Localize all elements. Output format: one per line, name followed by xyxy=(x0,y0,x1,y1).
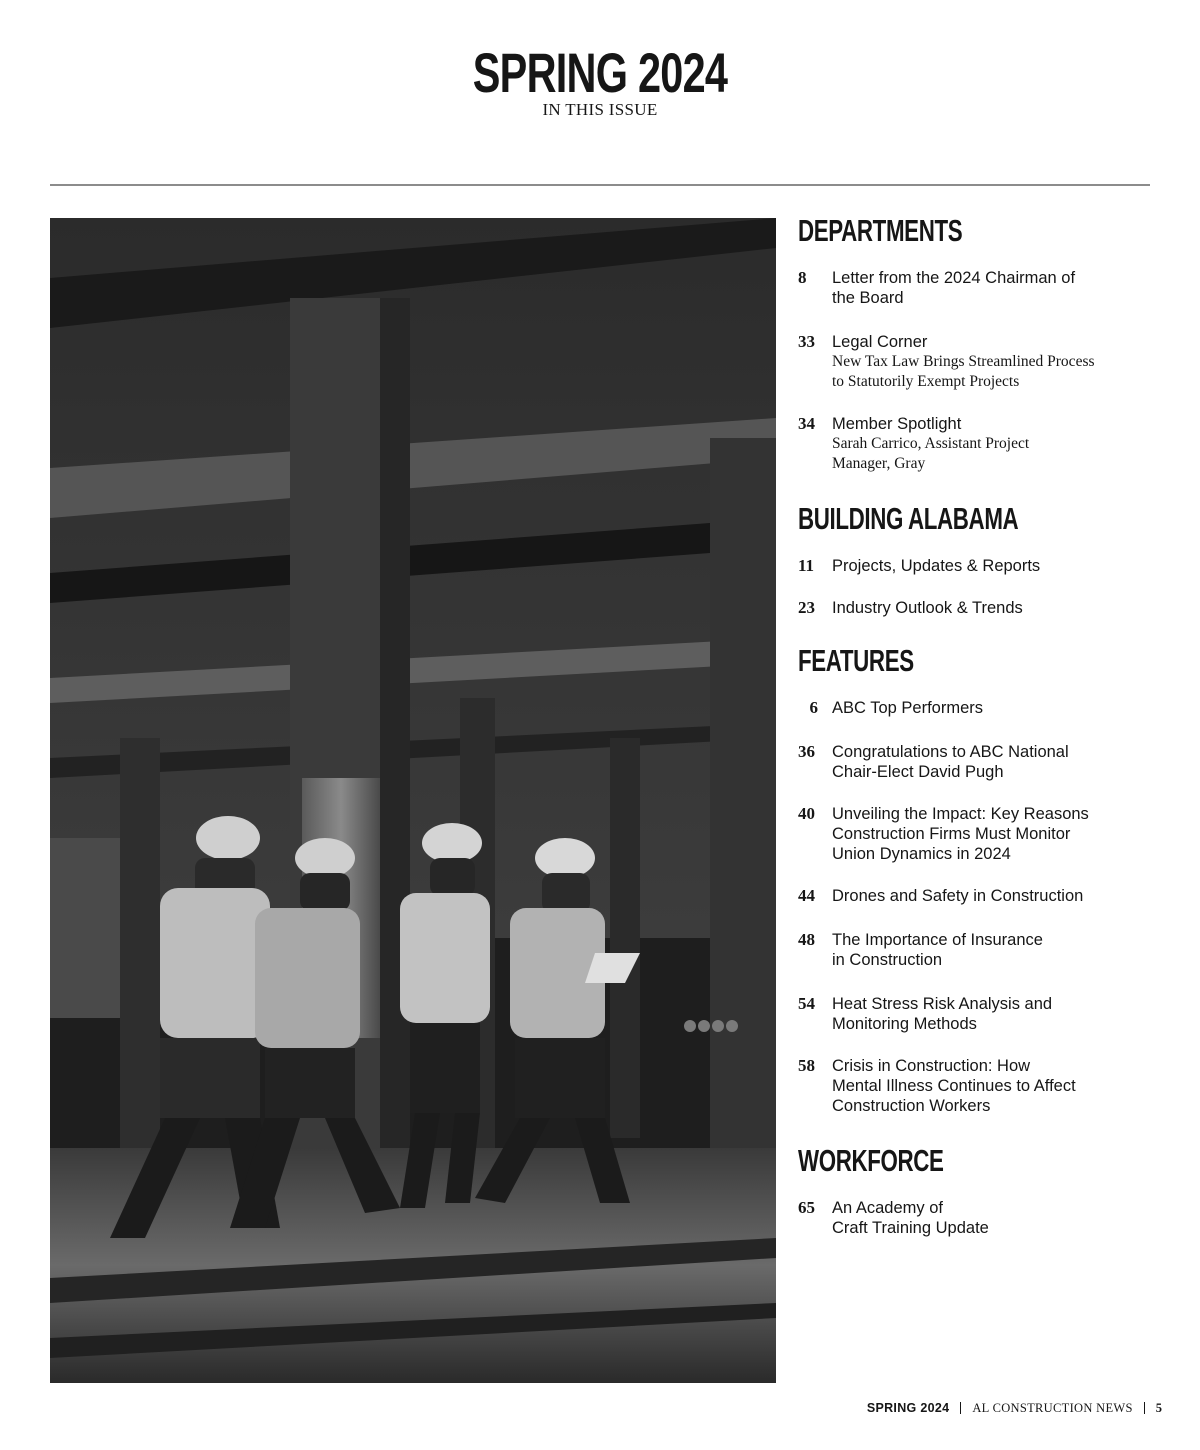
issue-title: SPRING 2024 xyxy=(472,41,728,104)
toc-section-features xyxy=(798,642,1158,1116)
entry-title: Unveiling the Impact: Key Reasons Construction Firms Must Monitor Union Dynamics in 2024 xyxy=(832,805,1089,863)
entry-title: Projects, Updates & Reports xyxy=(832,557,1041,575)
entry-page-number: 8 xyxy=(798,268,807,287)
section-heading: WORKFORCE xyxy=(798,1143,944,1178)
toc-entry[interactable] xyxy=(798,1056,1158,1116)
entry-page-number: 33 xyxy=(798,332,815,351)
section-heading: FEATURES xyxy=(798,643,914,678)
header-divider xyxy=(50,184,1150,186)
entry-page-number: 36 xyxy=(798,742,815,761)
entry-page-number: 6 xyxy=(809,698,818,717)
toc-section-workforce xyxy=(798,1142,1158,1238)
toc-entry[interactable] xyxy=(798,556,1158,576)
entry-page-number: 34 xyxy=(798,414,815,433)
toc-entry[interactable] xyxy=(798,994,1158,1034)
toc-entry[interactable] xyxy=(798,930,1158,970)
footer-season: SPRING 2024 xyxy=(866,1401,950,1415)
entry-title: Letter from the 2024 Chairman of the Board xyxy=(832,269,1076,307)
issue-subtitle: IN THIS ISSUE xyxy=(542,100,658,119)
cover-photo-construction-workers xyxy=(50,218,776,1383)
page-footer xyxy=(867,1398,1162,1418)
toc-entry[interactable] xyxy=(798,886,1158,906)
entry-title: Legal Corner xyxy=(832,333,928,351)
section-heading: BUILDING ALABAMA xyxy=(798,501,1019,536)
footer-page-number: 5 xyxy=(1155,1400,1162,1415)
toc-entry[interactable] xyxy=(798,804,1158,864)
construction-site-illustration xyxy=(50,218,776,1383)
entry-page-number: 54 xyxy=(798,994,815,1013)
entry-title: Member Spotlight xyxy=(832,415,962,433)
entry-subtitle: New Tax Law Brings Streamlined Process to Statutorily Exempt Projects xyxy=(832,353,1095,390)
toc-section-building-alabama xyxy=(798,500,1158,618)
entry-title: ABC Top Performers xyxy=(832,699,983,717)
entry-page-number: 11 xyxy=(798,556,815,575)
entry-page-number: 65 xyxy=(798,1198,815,1217)
toc-entry[interactable] xyxy=(798,268,1158,308)
toc-section-departments xyxy=(798,212,1158,474)
entry-page-number: 48 xyxy=(798,930,815,949)
toc-entry[interactable] xyxy=(798,1198,1158,1238)
toc-entry[interactable] xyxy=(798,414,1158,474)
entry-title: Crisis in Construction: How Mental Illness Continues to Affect Construction Workers xyxy=(832,1057,1076,1115)
entry-page-number: 44 xyxy=(798,886,815,905)
table-of-contents xyxy=(798,212,1158,1238)
toc-entry[interactable] xyxy=(798,742,1158,782)
entry-title: Heat Stress Risk Analysis and Monitoring Methods xyxy=(832,995,1053,1033)
section-heading: DEPARTMENTS xyxy=(798,213,963,248)
footer-separator xyxy=(960,1402,961,1414)
toc-entry[interactable] xyxy=(798,698,1158,718)
toc-entry[interactable] xyxy=(798,332,1158,392)
entry-title: The Importance of Insurance in Construction xyxy=(832,931,1043,969)
footer-separator xyxy=(1144,1402,1145,1414)
entry-title: Industry Outlook & Trends xyxy=(832,599,1023,617)
entry-subtitle: Sarah Carrico, Assistant Project Manager, Gray xyxy=(832,435,1030,472)
entry-title: An Academy of Craft Training Update xyxy=(832,1199,989,1237)
entry-page-number: 23 xyxy=(798,598,815,617)
entry-page-number: 58 xyxy=(798,1056,815,1075)
page-header xyxy=(0,42,1200,120)
entry-title: Congratulations to ABC National Chair-Elect David Pugh xyxy=(832,743,1069,781)
toc-entry[interactable] xyxy=(798,598,1158,618)
entry-title: Drones and Safety in Construction xyxy=(832,887,1084,905)
footer-publication: AL CONSTRUCTION NEWS xyxy=(972,1400,1133,1415)
entry-page-number: 40 xyxy=(798,804,815,823)
